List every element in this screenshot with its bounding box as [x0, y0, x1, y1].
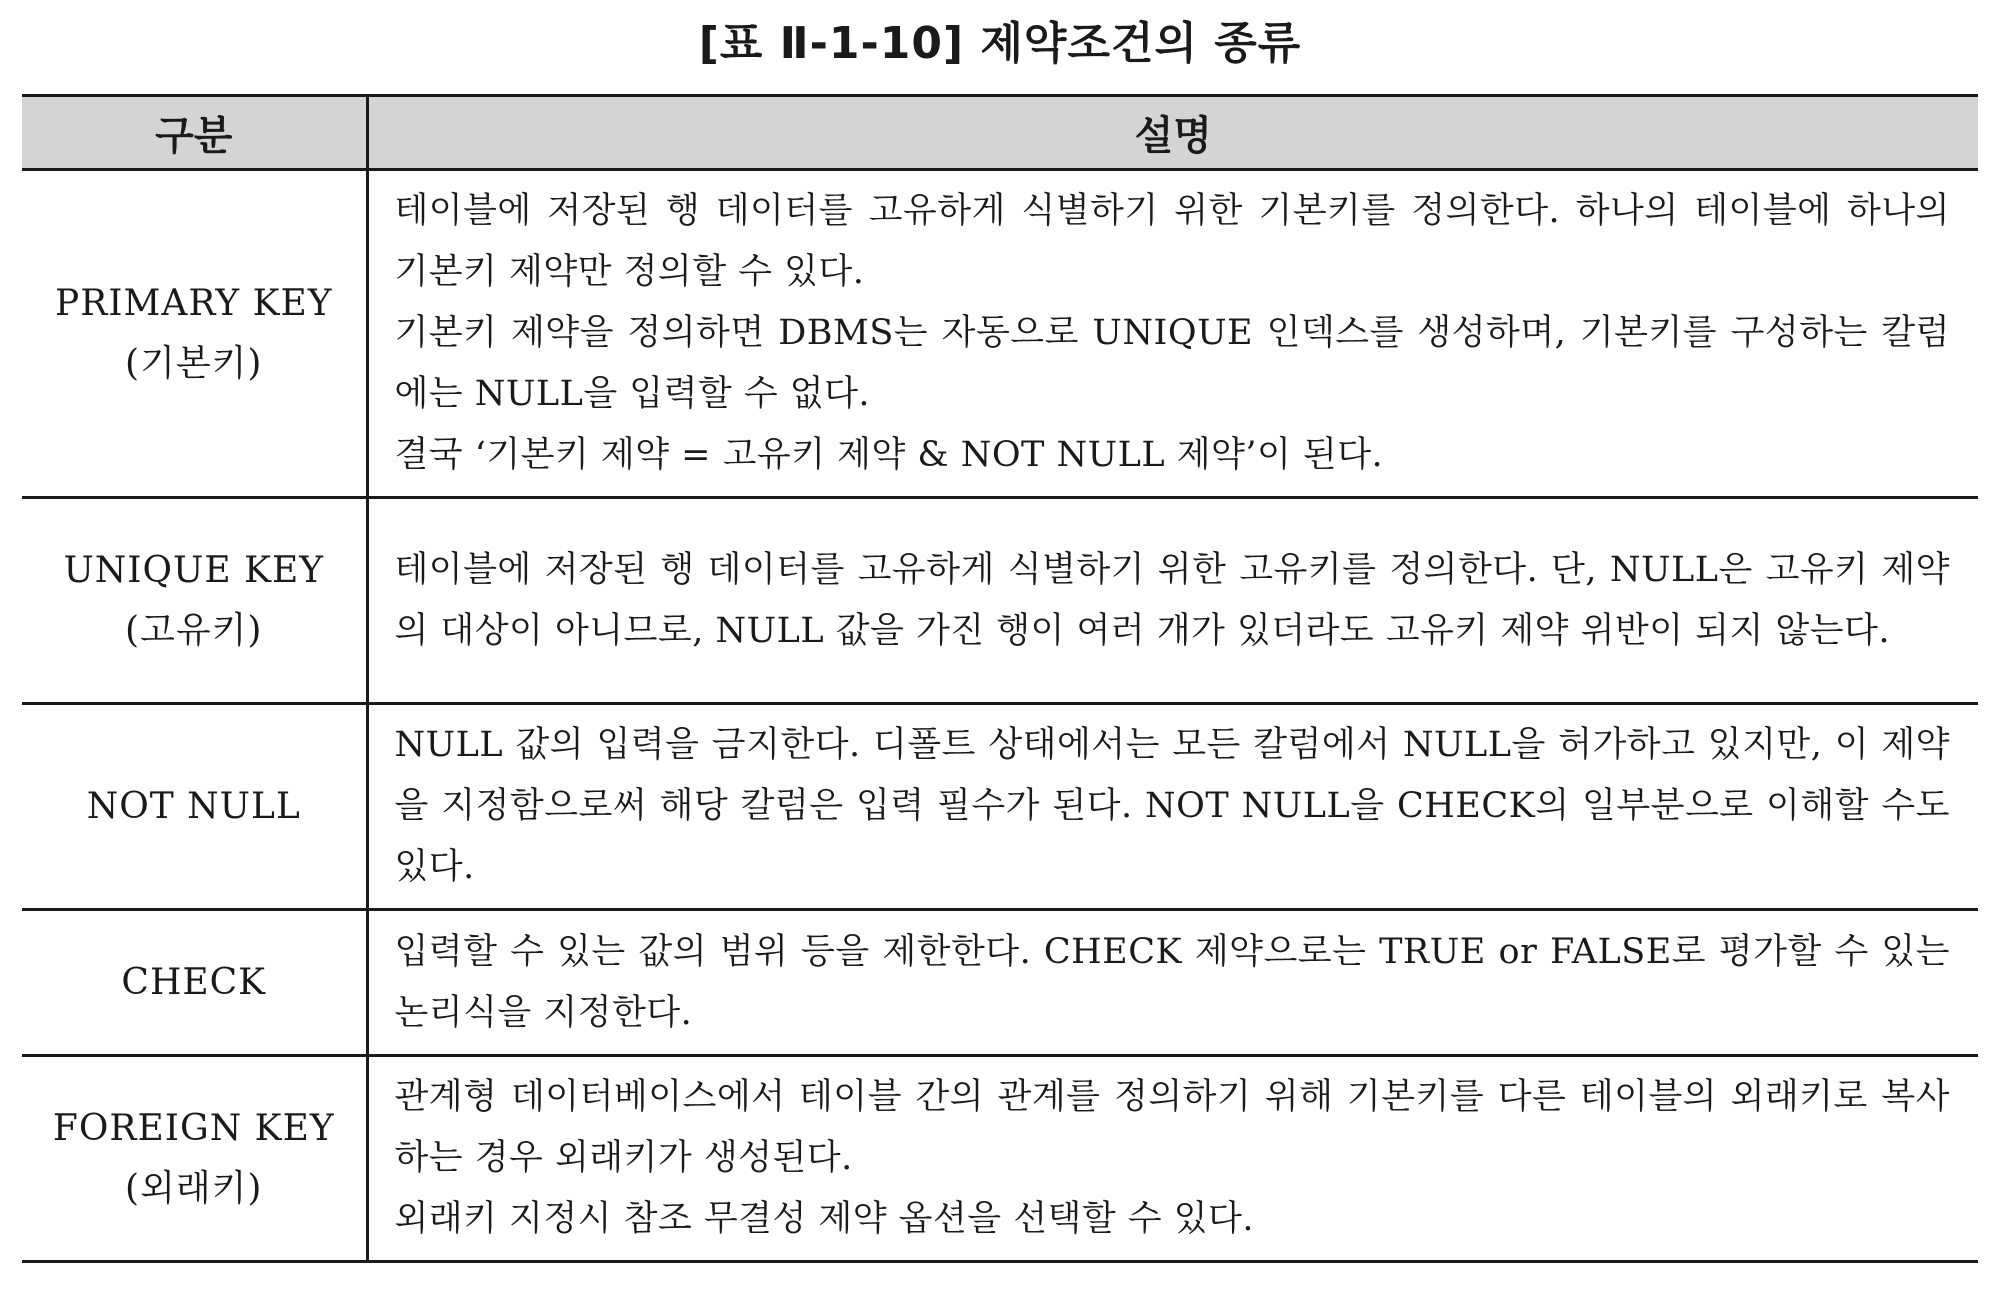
constraint-name: PRIMARY KEY	[54, 282, 333, 324]
constraint-name-cell	[22, 704, 367, 910]
table-row-not-null	[22, 704, 1978, 910]
constraint-name-cell	[22, 910, 367, 1056]
table-row-unique-key	[22, 498, 1978, 704]
description-paragraph: 외래키 지정시 참조 무결성 제약 옵션을 선택할 수 있다.	[394, 1199, 1254, 1239]
description-paragraph: NULL 값의 입력을 금지한다. 디폴트 상태에서는 모든 칼럼에서 NULL을 허가하고 있지만, 이 제약을 지정함으로써 해당 칼럼은 입력 필수가 된다. NOT NULL을 CHECK의 일부분으로 이해할 수도 있다.	[394, 725, 1950, 887]
constraint-alias: (외래키)	[125, 1167, 263, 1209]
table-row-check	[22, 910, 1978, 1056]
constraint-name-cell	[22, 170, 367, 498]
constraint-name: CHECK	[121, 961, 267, 1003]
constraint-alias: (고유키)	[125, 609, 263, 651]
constraint-name: NOT NULL	[86, 785, 301, 827]
constraint-name-cell	[22, 1056, 367, 1262]
table-row-foreign-key	[22, 1056, 1978, 1262]
header-category: 구분	[22, 96, 367, 170]
description-paragraph: 결국 ‘기본키 제약 = 고유키 제약 & NOT NULL 제약’이 된다.	[394, 435, 1384, 475]
constraint-description-cell	[367, 498, 1978, 704]
table-header-row	[22, 96, 1978, 170]
constraint-description-cell	[367, 170, 1978, 498]
constraint-description-cell	[367, 704, 1978, 910]
description-paragraph: 테이블에 저장된 행 데이터를 고유하게 식별하기 위한 기본키를 정의한다. 하나의 테이블에 하나의 기본키 제약만 정의할 수 있다.	[394, 191, 1950, 292]
constraint-types-table	[22, 94, 1978, 1263]
constraint-name-cell	[22, 498, 367, 704]
description-paragraph: 관계형 데이터베이스에서 테이블 간의 관계를 정의하기 위해 기본키를 다른 테이블의 외래키로 복사하는 경우 외래키가 생성된다.	[394, 1077, 1950, 1178]
description-paragraph: 기본키 제약을 정의하면 DBMS는 자동으로 UNIQUE 인덱스를 생성하며, 기본키를 구성하는 칼럼에는 NULL을 입력할 수 없다.	[394, 313, 1950, 414]
constraint-name: UNIQUE KEY	[63, 549, 325, 591]
constraint-alias: (기본키)	[125, 342, 263, 384]
constraint-description-cell	[367, 910, 1978, 1056]
table-caption: [표 Ⅱ-1-10] 제약조건의 종류	[698, 18, 1302, 69]
description-paragraph: 테이블에 저장된 행 데이터를 고유하게 식별하기 위한 고유키를 정의한다. 단, NULL은 고유키 제약의 대상이 아니므로, NULL 값을 가진 행이 여러 개가 있더라도 고유키 제약 위반이 되지 않는다.	[394, 549, 1950, 651]
constraint-description-cell	[367, 1056, 1978, 1262]
table-row-primary-key	[22, 170, 1978, 498]
header-description: 설명	[367, 96, 1978, 170]
constraint-name: FOREIGN KEY	[52, 1107, 335, 1149]
description-paragraph: 입력할 수 있는 값의 범위 등을 제한한다. CHECK 제약으로는 TRUE or FALSE로 평가할 수 있는 논리식을 지정한다.	[394, 931, 1950, 1033]
